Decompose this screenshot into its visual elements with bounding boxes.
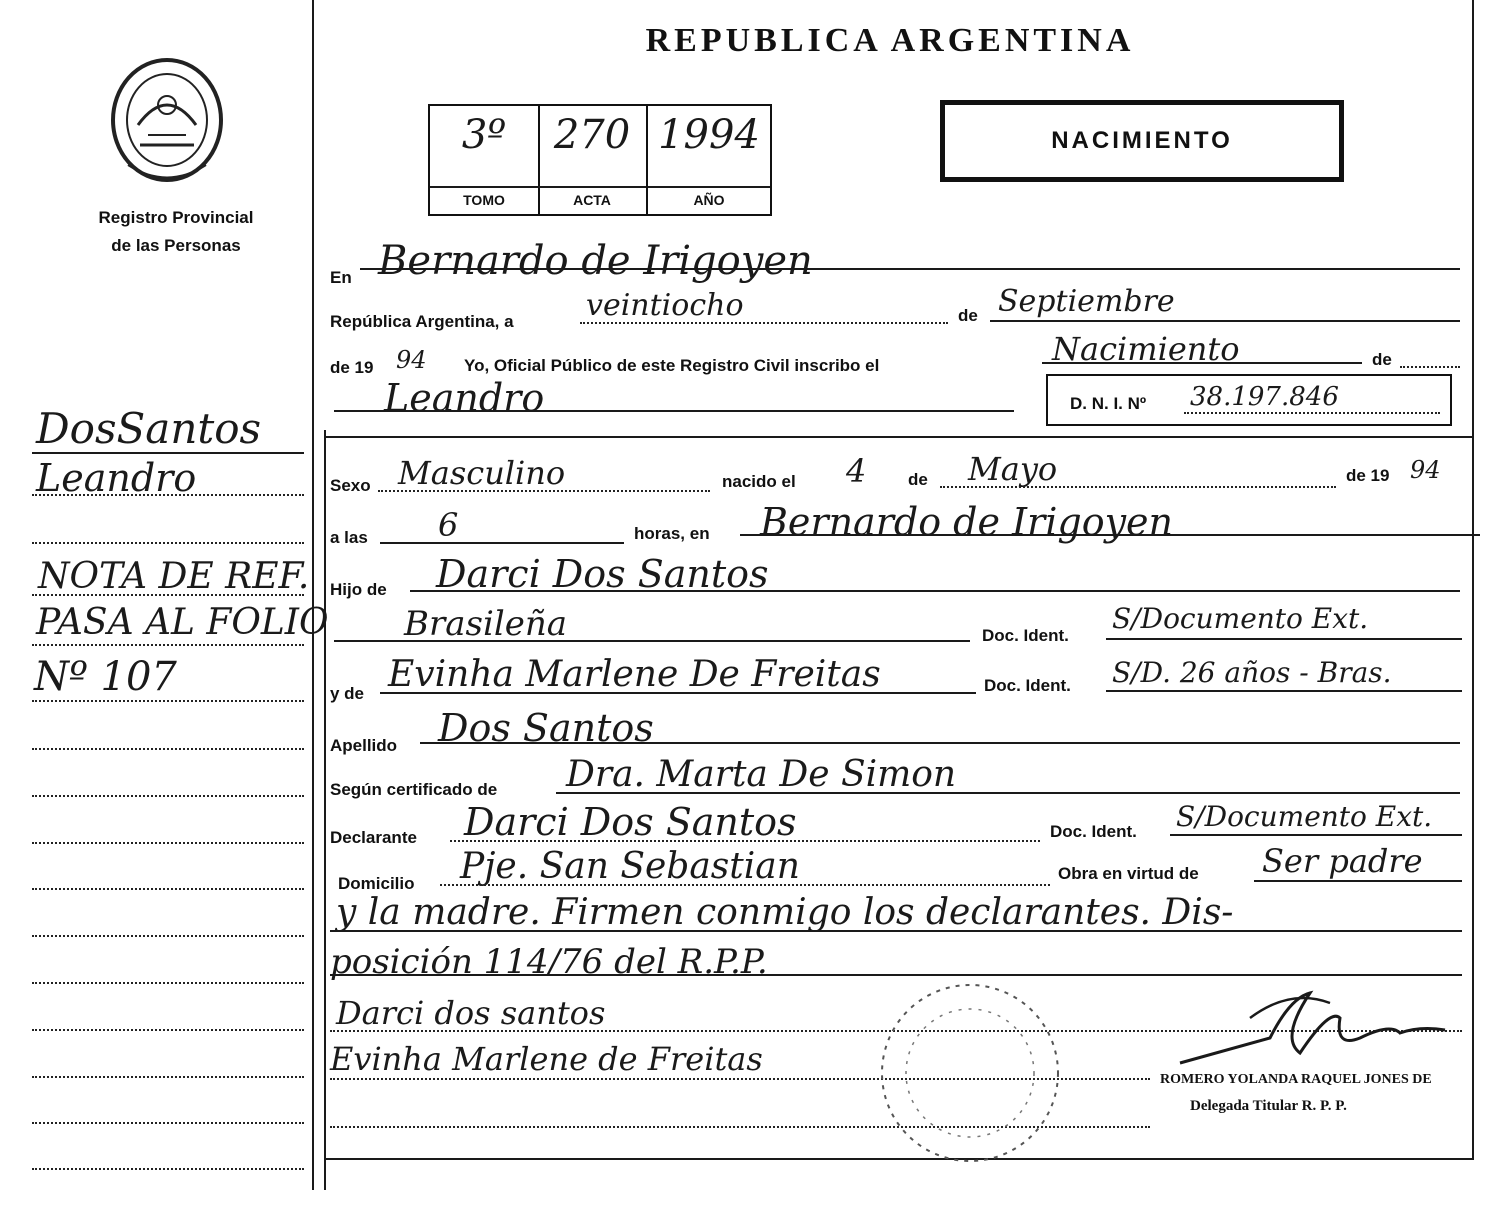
hora-label: a las xyxy=(330,528,368,547)
mother-rule xyxy=(380,692,976,694)
declarante-rule xyxy=(450,840,1040,842)
record-id-table xyxy=(428,104,772,216)
sexo-label: Sexo xyxy=(330,476,371,495)
nationality-rule xyxy=(334,640,970,642)
country-title: REPUBLICA ARGENTINA xyxy=(645,22,1135,59)
father-name: Darci Dos Santos xyxy=(436,552,769,596)
official-title: Delegada Titular R. P. P. xyxy=(1190,1098,1347,1114)
en-value: Bernardo de Irigoyen xyxy=(378,238,813,284)
inscribo-label: Yo, Oficial Público de este Registro Civil inscribo el xyxy=(464,356,880,375)
dni-rule xyxy=(1184,412,1440,414)
registry-name-line1: Registro Provincial xyxy=(98,208,254,227)
obra-value: Ser padre xyxy=(1262,842,1423,880)
registry-name-line2: de las Personas xyxy=(111,236,241,255)
margin-dotted-line xyxy=(32,795,304,797)
month-rule xyxy=(990,320,1460,322)
horas-label: horas, en xyxy=(634,524,710,543)
record-id-cell-acta xyxy=(538,106,648,214)
de-label-3: de xyxy=(908,470,928,489)
domicilio-label: Domicilio xyxy=(338,874,415,893)
observation-rule-1 xyxy=(330,930,1462,932)
declarante-label: Declarante xyxy=(330,828,417,847)
inner-column-divider xyxy=(324,430,326,1190)
margin-dotted-line xyxy=(32,1122,304,1124)
official-signature-icon xyxy=(1160,978,1460,1078)
republica-label: República Argentina, a xyxy=(330,312,514,331)
hijo-label: Hijo de xyxy=(330,580,387,599)
nacido-label: nacido el xyxy=(722,472,796,491)
observation-line2: posición 114/76 del R.P.P. xyxy=(330,942,768,982)
margin-dotted-line xyxy=(32,494,304,496)
father-rule xyxy=(410,590,1460,592)
hora-value: 6 xyxy=(438,506,459,544)
act-trailing-rule xyxy=(1400,366,1460,368)
en-rule xyxy=(360,268,1460,270)
child-name: Leandro xyxy=(384,376,545,420)
child-name-rule xyxy=(334,410,1014,412)
margin-dotted-line xyxy=(32,1029,304,1031)
certificado-rule xyxy=(556,792,1460,794)
apellido-rule xyxy=(420,742,1460,744)
section-divider xyxy=(324,436,1474,438)
domicilio-value: Pje. San Sebastian xyxy=(460,846,800,887)
acta-value: 270 xyxy=(553,112,631,158)
month: Septiembre xyxy=(998,284,1175,319)
sexo-value: Masculino xyxy=(398,454,566,492)
doc-label: Doc. Ident. xyxy=(982,626,1069,645)
ano-value: 1994 xyxy=(658,112,760,158)
birth-place: Bernardo de Irigoyen xyxy=(760,500,1174,544)
margin-surname-rule xyxy=(32,452,304,454)
margin-dotted-line xyxy=(32,1076,304,1078)
de-label-2: de xyxy=(1372,350,1392,369)
observation-rule-2 xyxy=(330,974,1462,976)
record-type-label: NACIMIENTO xyxy=(1051,127,1233,154)
province-seal-icon xyxy=(108,55,226,185)
acta-caption: ACTA xyxy=(573,192,611,208)
y-de-label: y de xyxy=(330,684,365,703)
year-suffix: 94 xyxy=(396,346,427,374)
official-stamp-icon xyxy=(870,978,1070,1168)
apellido-label: Apellido xyxy=(330,736,398,755)
margin-dotted-line xyxy=(32,842,304,844)
margin-dotted-line xyxy=(32,888,304,890)
declarante-doc-rule xyxy=(1170,834,1462,836)
observation-line1: y la madre. Firmen conmigo los declarantes. Dis- xyxy=(336,892,1234,933)
father-doc-rule xyxy=(1106,638,1462,640)
margin-dotted-line xyxy=(32,700,304,702)
declarante-value: Darci Dos Santos xyxy=(464,800,797,844)
certificado-label: Según certificado de xyxy=(330,780,498,799)
mother-doc: S/D. 26 años - Bras. xyxy=(1112,656,1392,689)
obra-rule xyxy=(1254,880,1462,882)
margin-dotted-line xyxy=(32,748,304,750)
apellido-value: Dos Santos xyxy=(438,706,654,750)
cell-divider xyxy=(648,186,770,188)
birth-year-prefix: de 19 xyxy=(1346,466,1390,485)
mother-name: Evinha Marlene De Freitas xyxy=(388,654,881,695)
official-name: ROMERO YOLANDA RAQUEL JONES DE xyxy=(1160,1072,1432,1087)
cell-divider xyxy=(430,186,538,188)
father-doc: S/Documento Ext. xyxy=(1112,602,1369,635)
left-column-divider xyxy=(312,0,314,1190)
margin-note-line2: PASA AL FOLIO xyxy=(36,602,329,643)
act-rule xyxy=(1042,362,1362,364)
doc-label-2: Doc. Ident. xyxy=(984,676,1071,695)
margin-note-line1: NOTA DE REF. xyxy=(38,556,310,597)
margin-dotted-line xyxy=(32,935,304,937)
tomo-value: 3º xyxy=(461,112,507,158)
dni-label: D. N. I. Nº xyxy=(1070,394,1147,413)
year-prefix: de 19 xyxy=(330,358,374,377)
margin-dotted-line xyxy=(32,982,304,984)
birth-year-suffix: 94 xyxy=(1410,456,1441,484)
sexo-rule xyxy=(378,490,710,492)
birth-day: 4 xyxy=(846,452,867,490)
dni-box xyxy=(1046,374,1452,426)
day-rule xyxy=(580,322,948,324)
margin-dotted-line xyxy=(32,542,304,544)
record-type-box xyxy=(940,100,1344,182)
en-label: En xyxy=(330,268,352,287)
birth-month-rule xyxy=(940,486,1336,488)
dni-value: 38.197.846 xyxy=(1190,382,1339,412)
domicilio-rule xyxy=(440,884,1050,886)
hora-rule xyxy=(380,542,624,544)
right-border xyxy=(1472,0,1474,1160)
signature-declarant-2: Evinha Marlene de Freitas xyxy=(330,1040,763,1078)
margin-dotted-line xyxy=(32,644,304,646)
doc-label-3: Doc. Ident. xyxy=(1050,822,1137,841)
certificado-value: Dra. Marta De Simon xyxy=(566,754,957,795)
birth-place-rule xyxy=(740,534,1480,536)
birth-month: Mayo xyxy=(968,450,1058,488)
record-id-cell-ano xyxy=(648,106,770,214)
margin-given-name: Leandro xyxy=(36,456,197,500)
margin-note-line3: Nº 107 xyxy=(34,654,177,700)
signature-declarant-1: Darci dos santos xyxy=(336,994,606,1032)
father-nationality: Brasileña xyxy=(404,604,567,644)
de-label: de xyxy=(958,306,978,325)
margin-surname: DosSantos xyxy=(36,404,262,453)
margin-dotted-line xyxy=(32,594,304,596)
ano-caption: AÑO xyxy=(693,192,725,208)
obra-label: Obra en virtud de xyxy=(1058,864,1199,883)
tomo-caption: TOMO xyxy=(463,192,505,208)
act: Nacimiento xyxy=(1052,330,1240,368)
declarante-doc: S/Documento Ext. xyxy=(1176,800,1433,833)
day-words: veintiocho xyxy=(586,288,744,323)
margin-dotted-line xyxy=(32,1168,304,1170)
record-id-cell-tomo xyxy=(430,106,540,214)
mother-doc-rule xyxy=(1106,690,1462,692)
cell-divider xyxy=(538,186,646,188)
